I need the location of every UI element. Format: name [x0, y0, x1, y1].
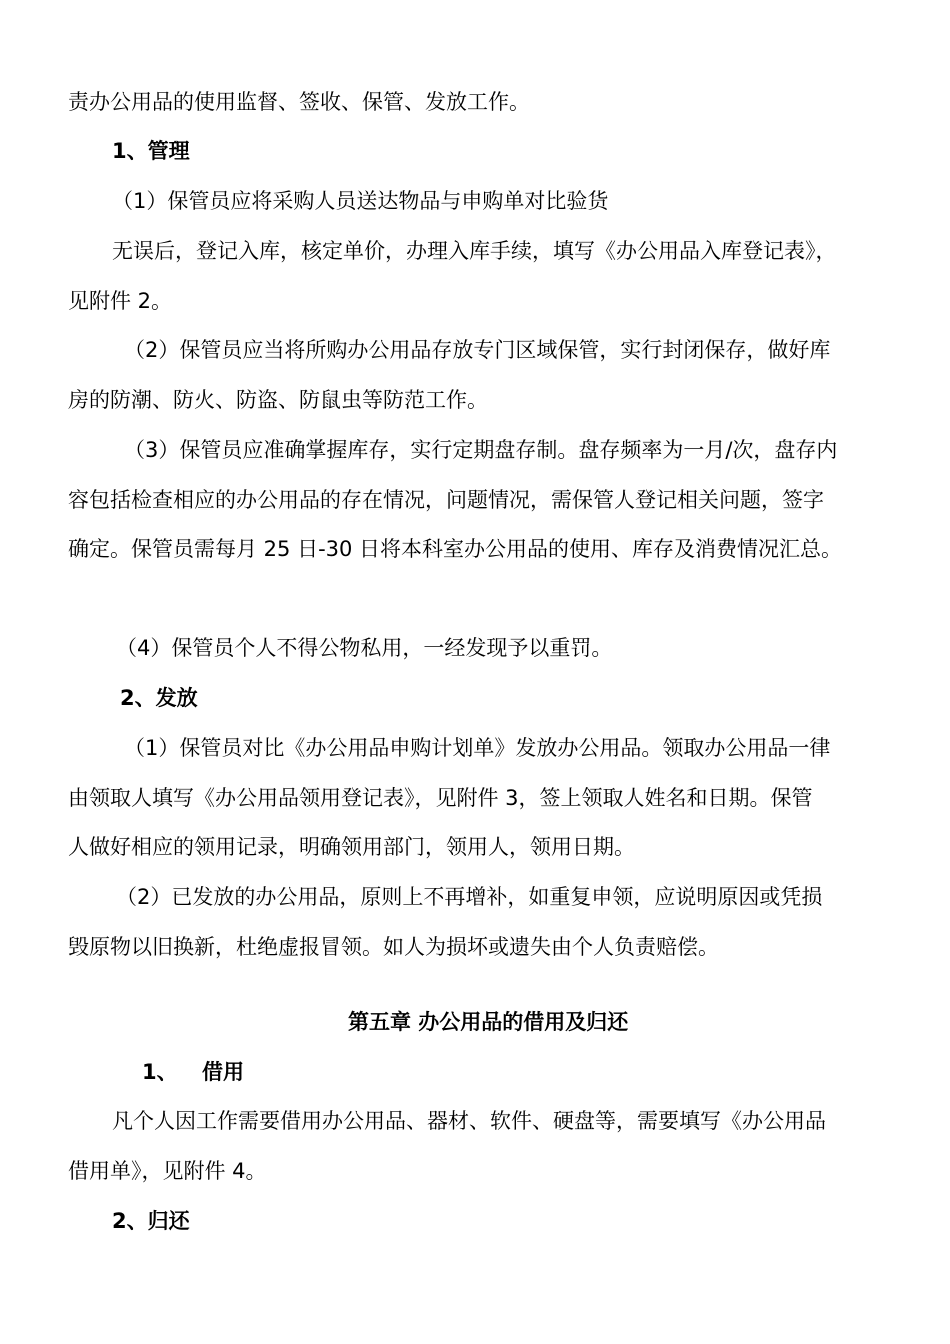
paragraph-line: （4）保管员个人不得公物私用，一经发现予以重罚。 [116, 636, 613, 660]
paragraph-line: （2）已发放的办公用品，原则上不再增补，如重复申领，应说明原因或凭损 [116, 885, 823, 909]
paragraph-line: 容包括检查相应的办公用品的存在情况，问题情况，需保管人登记相关问题，签字 [68, 488, 824, 512]
section-heading-management: 1、管理 [112, 139, 190, 163]
paragraph-line: 责办公用品的使用监督、签收、保管、发放工作。 [68, 90, 530, 114]
section-heading-borrow: 借用 [202, 1060, 244, 1084]
paragraph-line: 无误后，登记入库，核定单价，办理入库手续，填写《办公用品入库登记表》， [112, 239, 837, 263]
paragraph-line: 借用单》，见附件 4。 [68, 1159, 267, 1183]
paragraph-line: 凡个人因工作需要借用办公用品、器材、软件、硬盘等，需要填写《办公用品 [112, 1109, 826, 1133]
paragraph-line: 确定。保管员需每月 25 日-30 日将本科室办公用品的使用、库存及消费情况汇总。 [68, 537, 843, 561]
section-heading-distribution: 2、发放 [120, 686, 198, 710]
paragraph-line: 由领取人填写《办公用品领用登记表》，见附件 3，签上领取人姓名和日期。保管 [68, 786, 813, 810]
chapter-title: 第五章 办公用品的借用及归还 [348, 1010, 629, 1034]
paragraph-line: （3）保管员应准确掌握库存，实行定期盘存制。盘存频率为一月/次，盘存内 [124, 438, 838, 462]
section-heading-return: 2、归还 [112, 1209, 190, 1233]
paragraph-line: 毁原物以旧换新，杜绝虚报冒领。如人为损坏或遗失由个人负责赔偿。 [68, 935, 719, 959]
paragraph-line: （2）保管员应当将所购办公用品存放专门区域保管，实行封闭保存，做好库 [124, 338, 831, 362]
paragraph-line: 房的防潮、防火、防盗、防鼠虫等防范工作。 [68, 388, 488, 412]
paragraph-line: （1）保管员应将采购人员送达物品与申购单对比验货 [112, 189, 609, 213]
paragraph-line: 见附件 2。 [68, 289, 173, 313]
paragraph-line: （1）保管员对比《办公用品申购计划单》发放办公用品。领取办公用品一律 [124, 736, 831, 760]
section-number-borrow: 1、 [142, 1060, 178, 1084]
paragraph-line: 人做好相应的领用记录，明确领用部门，领用人，领用日期。 [68, 835, 635, 859]
